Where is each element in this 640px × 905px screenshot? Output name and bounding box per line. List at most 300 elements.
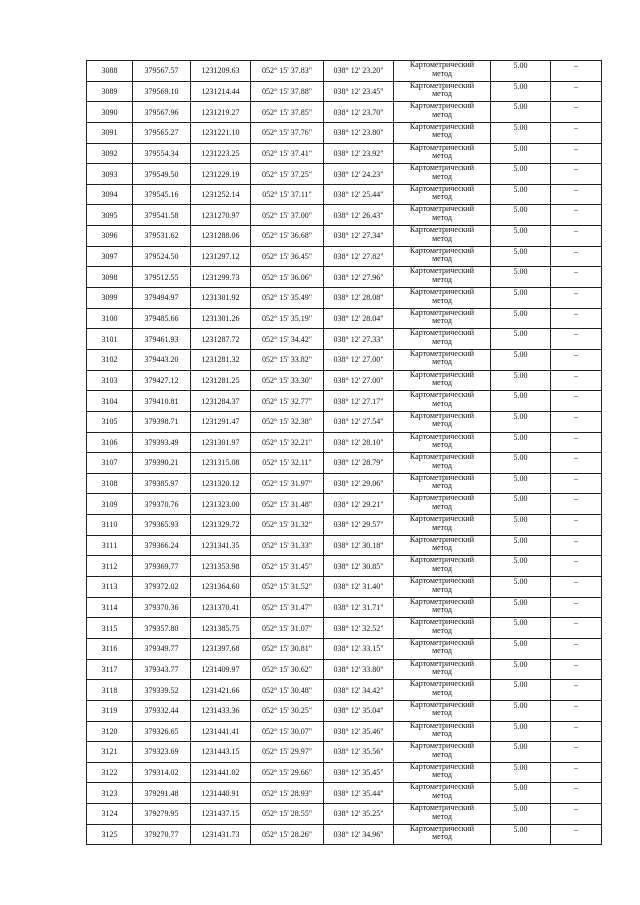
method-cell [394,638,491,659]
method-cell [394,680,491,701]
point-number-cell: 3121 [87,742,133,763]
method-cell [394,102,491,123]
latitude-cell: 052° 15' 30.48" [251,680,324,701]
method-line-2: метод [432,811,452,821]
accuracy-value: 5.00 [513,804,528,814]
description-cell [551,742,602,763]
longitude-cell: 038° 12' 29.06" [324,473,394,494]
method-cell [394,370,491,391]
table-row [87,556,602,577]
longitude-cell: 038° 12' 29.57" [324,515,394,536]
description-cell [551,783,602,804]
accuracy-cell [491,226,551,247]
description-cell [551,246,602,267]
accuracy-cell [491,349,551,370]
method-line-1: Картометрический [409,638,475,647]
method-cell [394,226,491,247]
description-value: – [574,432,578,442]
point-number-cell: 3101 [87,329,133,350]
latitude-cell: 052° 15' 30.62" [251,659,324,680]
description-cell [551,411,602,432]
longitude-cell: 038° 12' 23.80" [324,122,394,143]
description-value: – [574,184,578,194]
point-number-cell: 3111 [87,535,133,556]
accuracy-value: 5.00 [513,411,528,421]
table-row [87,473,602,494]
method-cell [394,349,491,370]
y-coordinate-cell: 1231440.91 [191,783,251,804]
accuracy-value: 5.00 [513,515,528,525]
method-line-1: Картометрический [409,266,475,276]
table-row [87,411,602,432]
method-line-1: Картометрический [409,287,475,297]
y-coordinate-cell: 1231364.60 [191,577,251,598]
description-value: – [574,659,578,669]
method-cell [394,783,491,804]
method-line-2: метод [432,130,452,140]
x-coordinate-cell: 379443.20 [133,349,191,370]
point-number-cell: 3090 [87,102,133,123]
accuracy-value: 5.00 [513,143,528,153]
table-row [87,721,602,742]
latitude-cell: 052° 15' 30.81" [251,638,324,659]
description-cell [551,370,602,391]
table-row [87,432,602,453]
method-line-2: метод [432,646,452,656]
latitude-cell: 052° 15' 32.38" [251,411,324,432]
accuracy-value: 5.00 [513,721,528,731]
method-line-2: метод [432,584,452,594]
point-number-cell: 3104 [87,391,133,412]
accuracy-cell [491,205,551,226]
latitude-cell: 052° 15' 30.07" [251,721,324,742]
method-line-1: Картометрический [409,225,475,235]
method-line-1: Картометрический [409,473,475,482]
accuracy-cell [491,659,551,680]
point-number-cell: 3119 [87,700,133,721]
longitude-cell: 038° 12' 27.33" [324,329,394,350]
table-row [87,494,602,515]
x-coordinate-cell: 379370.76 [133,494,191,515]
description-cell [551,577,602,598]
description-value: – [574,267,578,277]
longitude-cell: 038° 12' 27.82" [324,246,394,267]
latitude-cell: 052° 15' 31.32" [251,515,324,536]
method-line-2: метод [432,336,452,346]
y-coordinate-cell: 1231229.19 [191,164,251,185]
longitude-cell: 038° 12' 27.34" [324,226,394,247]
table-row [87,81,602,102]
x-coordinate-cell: 379369.77 [133,556,191,577]
accuracy-cell [491,370,551,391]
longitude-cell: 038° 12' 27.54" [324,411,394,432]
method-cell [394,61,491,82]
description-cell [551,824,602,845]
table-row [87,329,602,350]
y-coordinate-cell: 1231287.72 [191,329,251,350]
accuracy-cell [491,473,551,494]
coordinates-table [86,60,602,845]
description-value: – [574,370,578,380]
point-number-cell: 3123 [87,783,133,804]
y-coordinate-cell: 1231421.66 [191,680,251,701]
method-cell [394,515,491,536]
method-line-2: метод [432,378,452,388]
latitude-cell: 052° 15' 32.77" [251,391,324,412]
method-line-2: метод [432,419,452,429]
method-line-1: Картометрический [409,370,475,379]
longitude-cell: 038° 12' 35.04" [324,700,394,721]
method-cell [394,164,491,185]
method-line-2: метод [432,790,452,800]
accuracy-value: 5.00 [513,246,528,256]
longitude-cell: 038° 12' 23.45" [324,81,394,102]
y-coordinate-cell: 1231341.35 [191,535,251,556]
method-cell [394,453,491,474]
accuracy-cell [491,577,551,598]
latitude-cell: 052° 15' 31.48" [251,494,324,515]
longitude-cell: 038° 12' 28.04" [324,308,394,329]
method-line-1: Картометрический [409,411,475,420]
accuracy-cell [491,556,551,577]
description-value: – [574,783,578,793]
method-cell [394,700,491,721]
description-cell [551,762,602,783]
point-number-cell: 3089 [87,81,133,102]
description-value: – [574,411,578,421]
point-number-cell: 3106 [87,432,133,453]
latitude-cell: 052° 15' 29.97" [251,742,324,763]
latitude-cell: 052° 15' 36.45" [251,246,324,267]
description-cell [551,81,602,102]
x-coordinate-cell: 379314.02 [133,762,191,783]
description-value: – [574,700,578,710]
method-cell [394,535,491,556]
description-value: – [574,597,578,607]
accuracy-value: 5.00 [513,164,528,174]
description-value: – [574,762,578,772]
point-number-cell: 3098 [87,267,133,288]
longitude-cell: 038° 12' 34.42" [324,680,394,701]
accuracy-cell [491,742,551,763]
method-line-2: метод [432,171,452,181]
method-line-1: Картометрический [409,700,475,709]
coordinates-table-body [87,61,602,845]
y-coordinate-cell: 1231270.97 [191,205,251,226]
description-value: – [574,61,578,70]
x-coordinate-cell: 379554.34 [133,143,191,164]
x-coordinate-cell: 379390.21 [133,453,191,474]
accuracy-cell [491,762,551,783]
x-coordinate-cell: 379326.65 [133,721,191,742]
method-line-2: метод [432,295,452,305]
point-number-cell: 3124 [87,804,133,825]
point-number-cell: 3094 [87,184,133,205]
accuracy-cell [491,680,551,701]
point-number-cell: 3103 [87,370,133,391]
y-coordinate-cell: 1231323.00 [191,494,251,515]
longitude-cell: 038° 12' 26.43" [324,205,394,226]
description-cell [551,700,602,721]
latitude-cell: 052° 15' 36.68" [251,226,324,247]
accuracy-cell [491,721,551,742]
method-cell [394,659,491,680]
method-cell [394,329,491,350]
description-cell [551,184,602,205]
x-coordinate-cell: 379541.58 [133,205,191,226]
method-line-1: Картометрический [409,60,475,69]
longitude-cell: 038° 12' 34.96" [324,824,394,845]
method-cell [394,824,491,845]
longitude-cell: 038° 12' 23.20" [324,61,394,82]
description-cell [551,122,602,143]
y-coordinate-cell: 1231219.27 [191,102,251,123]
point-number-cell: 3109 [87,494,133,515]
accuracy-value: 5.00 [513,288,528,298]
method-cell [394,391,491,412]
accuracy-value: 5.00 [513,597,528,607]
y-coordinate-cell: 1231252.14 [191,184,251,205]
latitude-cell: 052° 15' 37.00" [251,205,324,226]
longitude-cell: 038° 12' 31.71" [324,597,394,618]
y-coordinate-cell: 1231209.63 [191,61,251,82]
point-number-cell: 3122 [87,762,133,783]
method-line-2: метод [432,770,452,780]
x-coordinate-cell: 379372.02 [133,577,191,598]
longitude-cell: 038° 12' 35.44" [324,783,394,804]
accuracy-value: 5.00 [513,184,528,194]
method-line-1: Картометрический [409,803,475,813]
x-coordinate-cell: 379270.77 [133,824,191,845]
accuracy-value: 5.00 [513,391,528,401]
x-coordinate-cell: 379461.93 [133,329,191,350]
y-coordinate-cell: 1231301.92 [191,288,251,309]
description-cell [551,515,602,536]
description-cell [551,143,602,164]
accuracy-cell [491,515,551,536]
x-coordinate-cell: 379524.50 [133,246,191,267]
accuracy-value: 5.00 [513,81,528,91]
table-row [87,804,602,825]
y-coordinate-cell: 1231441.02 [191,762,251,783]
method-line-1: Картометрический [409,246,475,255]
longitude-cell: 038° 12' 30.18" [324,535,394,556]
accuracy-cell [491,453,551,474]
table-row [87,742,602,763]
x-coordinate-cell: 379385.97 [133,473,191,494]
table-row [87,267,602,288]
latitude-cell: 052° 15' 35.19" [251,308,324,329]
table-row [87,700,602,721]
method-line-2: метод [432,605,452,615]
method-line-1: Картометрический [409,101,475,111]
longitude-cell: 038° 12' 25.44" [324,184,394,205]
point-number-cell: 3093 [87,164,133,185]
description-value: – [574,453,578,463]
accuracy-cell [491,329,551,350]
accuracy-value: 5.00 [513,226,528,236]
accuracy-value: 5.00 [513,783,528,793]
accuracy-value: 5.00 [513,349,528,359]
longitude-cell: 038° 12' 27.96" [324,267,394,288]
method-cell [394,308,491,329]
accuracy-cell [491,432,551,453]
method-line-2: метод [432,460,452,470]
method-cell [394,742,491,763]
description-value: – [574,473,578,483]
method-line-1: Картометрический [409,597,475,606]
accuracy-value: 5.00 [513,122,528,132]
x-coordinate-cell: 379531.62 [133,226,191,247]
accuracy-cell [491,700,551,721]
method-line-2: метод [432,543,452,553]
x-coordinate-cell: 379339.52 [133,680,191,701]
latitude-cell: 052° 15' 33.30" [251,370,324,391]
description-cell [551,61,602,82]
method-cell [394,762,491,783]
y-coordinate-cell: 1231288.06 [191,226,251,247]
accuracy-cell [491,308,551,329]
method-cell [394,804,491,825]
latitude-cell: 052° 15' 37.76" [251,122,324,143]
y-coordinate-cell: 1231315.08 [191,453,251,474]
accuracy-cell [491,494,551,515]
table-row [87,226,602,247]
table-row [87,783,602,804]
x-coordinate-cell: 379567.96 [133,102,191,123]
description-value: – [574,329,578,339]
y-coordinate-cell: 1231385.75 [191,618,251,639]
table-row [87,349,602,370]
point-number-cell: 3113 [87,577,133,598]
point-number-cell: 3092 [87,143,133,164]
latitude-cell: 052° 15' 31.45" [251,556,324,577]
table-row [87,577,602,598]
x-coordinate-cell: 379494.97 [133,288,191,309]
point-number-cell: 3095 [87,205,133,226]
description-value: – [574,824,578,834]
method-line-1: Картометрический [409,432,475,441]
method-line-1: Картометрический [409,143,475,152]
method-line-1: Картометрический [409,349,475,358]
description-value: – [574,494,578,504]
y-coordinate-cell: 1231297.12 [191,246,251,267]
point-number-cell: 3097 [87,246,133,267]
longitude-cell: 038° 12' 23.92" [324,143,394,164]
method-cell [394,81,491,102]
y-coordinate-cell: 1231431.73 [191,824,251,845]
method-cell [394,721,491,742]
accuracy-cell [491,411,551,432]
description-value: – [574,81,578,91]
method-line-2: метод [432,481,452,491]
y-coordinate-cell: 1231441.41 [191,721,251,742]
accuracy-value: 5.00 [513,762,528,772]
latitude-cell: 052° 15' 33.82" [251,349,324,370]
latitude-cell: 052° 15' 31.97" [251,473,324,494]
point-number-cell: 3099 [87,288,133,309]
table-row [87,391,602,412]
table-row [87,618,602,639]
method-line-2: метод [432,68,452,78]
longitude-cell: 038° 12' 29.21" [324,494,394,515]
y-coordinate-cell: 1231291.47 [191,411,251,432]
x-coordinate-cell: 379279.95 [133,804,191,825]
table-row [87,824,602,845]
table-row [87,638,602,659]
method-line-2: метод [432,109,452,119]
x-coordinate-cell: 379349.77 [133,638,191,659]
method-line-2: метод [432,233,452,243]
point-number-cell: 3114 [87,597,133,618]
description-cell [551,680,602,701]
table-row [87,164,602,185]
accuracy-value: 5.00 [513,329,528,339]
point-number-cell: 3110 [87,515,133,536]
latitude-cell: 052° 15' 37.83" [251,61,324,82]
description-value: – [574,102,578,112]
longitude-cell: 038° 12' 35.25" [324,804,394,825]
accuracy-value: 5.00 [513,102,528,112]
accuracy-value: 5.00 [513,267,528,277]
point-number-cell: 3115 [87,618,133,639]
description-cell [551,473,602,494]
accuracy-value: 5.00 [513,577,528,587]
method-cell [394,494,491,515]
method-line-1: Картометрический [409,514,475,524]
y-coordinate-cell: 1231433.36 [191,700,251,721]
method-line-1: Картометрический [409,184,475,193]
method-line-1: Картометрический [409,782,475,792]
accuracy-cell [491,638,551,659]
latitude-cell: 052° 15' 37.41" [251,143,324,164]
accuracy-value: 5.00 [513,618,528,628]
accuracy-cell [491,824,551,845]
x-coordinate-cell: 379365.93 [133,515,191,536]
description-value: – [574,680,578,690]
description-cell [551,494,602,515]
longitude-cell: 038° 12' 24.23" [324,164,394,185]
method-line-1: Картометрический [409,617,475,627]
longitude-cell: 038° 12' 27.00" [324,370,394,391]
method-line-2: метод [432,749,452,759]
method-line-1: Картометрический [409,390,475,400]
accuracy-value: 5.00 [513,473,528,483]
accuracy-value: 5.00 [513,535,528,545]
accuracy-value: 5.00 [513,659,528,669]
description-value: – [574,618,578,628]
method-cell [394,288,491,309]
description-value: – [574,308,578,318]
y-coordinate-cell: 1231329.72 [191,515,251,536]
accuracy-cell [491,102,551,123]
longitude-cell: 038° 12' 28.10" [324,432,394,453]
latitude-cell: 052° 15' 34.42" [251,329,324,350]
table-row [87,453,602,474]
latitude-cell: 052° 15' 28.55" [251,804,324,825]
x-coordinate-cell: 379549.50 [133,164,191,185]
method-line-2: метод [432,316,452,326]
point-number-cell: 3096 [87,226,133,247]
accuracy-value: 5.00 [513,700,528,710]
longitude-cell: 038° 12' 33.15" [324,638,394,659]
accuracy-cell [491,184,551,205]
description-cell [551,288,602,309]
table-row [87,122,602,143]
accuracy-value: 5.00 [513,61,528,70]
description-value: – [574,288,578,298]
latitude-cell: 052° 15' 32.11" [251,453,324,474]
